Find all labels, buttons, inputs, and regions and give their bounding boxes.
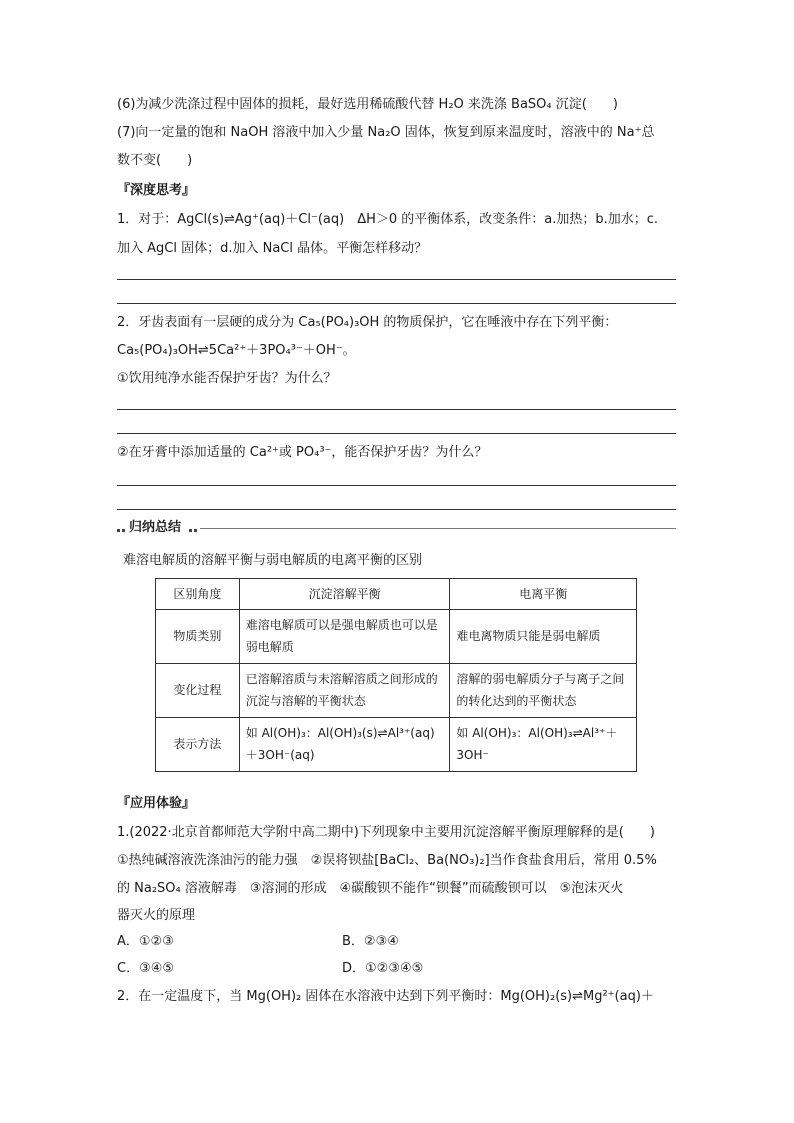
question-7-line2: 数不变( ): [117, 153, 193, 168]
deep-q1-line2: 加入 AgCl 固体；d.加入 NaCl 晶体。平衡怎样移动？: [117, 241, 428, 256]
deep-q1-line1: 1．对于：AgCl(s)⇌Ag⁺(aq)＋Cl⁻(aq) ΔH＞0 的平衡体系，改变条件：a.加热；b.加水；c.: [117, 212, 659, 227]
answer-line: [117, 509, 676, 510]
table-header: 区别角度: [156, 579, 240, 610]
app-q2-stem: 2．在一定温度下，当 Mg(OH)₂ 固体在水溶液中达到下列平衡时：Mg(OH)₂(s)⇌Mg²⁺(aq)＋: [117, 989, 654, 1004]
deep-q2-sub2: ②在牙膏中添加适量的 Ca²⁺或 PO₄³⁻，能否保护牙齿？为什么？: [117, 445, 488, 460]
deep-q2-sub1: ①饮用纯净水能否保护牙齿？为什么？: [117, 371, 337, 386]
app-q1-line4: 器灭火的原理: [117, 908, 196, 923]
table-cell: 已溶解溶质与未溶解溶质之间形成的沉淀与溶解的平衡状态: [239, 663, 450, 717]
summary-subtitle: 难溶电解质的溶解平衡与弱电解质的电离平衡的区别: [123, 553, 423, 568]
section-rule: [200, 528, 676, 529]
deep-q2-line2: Ca₅(PO₄)₃OH⇌5Ca²⁺＋3PO₄³⁻＋OH⁻。: [117, 343, 356, 358]
deep-q2-line1: 2．牙齿表面有一层硬的成分为 Ca₅(PO₄)₃OH 的物质保护，它在唾液中存在下列平衡：: [117, 315, 618, 330]
app-q1-line2: ①热纯碱溶液洗涤油污的能力强 ②误将钡盐[BaCl₂、Ba(NO₃)₂]当作食盐食用后，常用 0.5%: [117, 853, 657, 868]
table-cell: 难电离物质只能是弱电解质: [450, 609, 637, 663]
option-c: C．③④⑤: [117, 961, 175, 976]
answer-line: [117, 279, 676, 280]
app-q1-stem: 1.(2022·北京首都师范大学附中高二期中)下列现象中主要用沉淀溶解平衡原理解释的是( ): [117, 825, 655, 840]
table-row: [156, 717, 637, 771]
option-d: D．①②③④⑤: [342, 961, 424, 976]
answer-line: [117, 485, 676, 486]
answer-line: [117, 303, 676, 304]
section-decor-left: [117, 523, 127, 533]
table-cell: 物质类别: [156, 609, 240, 663]
table-cell: 变化过程: [156, 663, 240, 717]
table-cell: 表示方法: [156, 717, 240, 771]
answer-line: [117, 433, 676, 434]
table-cell: 溶解的弱电解质分子与离子之间的转化达到的平衡状态: [450, 663, 637, 717]
table-cell: 如 Al(OH)₃：Al(OH)₃(s)⇌Al³⁺(aq)＋3OH⁻(aq): [239, 717, 450, 771]
option-a: A．①②③: [117, 934, 174, 949]
question-6: (6)为减少洗涤过程中固体的损耗，最好选用稀硫酸代替 H₂O 来洗涤 BaSO₄ 沉淀( ): [117, 97, 618, 112]
answer-line: [117, 409, 676, 410]
table-row: [156, 663, 637, 717]
table-cell: 难溶电解质可以是强电解质也可以是弱电解质: [239, 609, 450, 663]
table-header-row: [156, 579, 637, 610]
table-header: 电离平衡: [450, 579, 637, 610]
question-7-line1: (7)向一定量的饱和 NaOH 溶液中加入少量 Na₂O 固体，恢复到原来温度时，溶液中的 Na⁺总: [117, 125, 655, 140]
table-row: [156, 609, 637, 663]
comparison-table: [155, 578, 637, 772]
app-q1-line3: 的 Na₂SO₄ 溶液解毒 ③溶洞的形成 ④碳酸钡不能作“钡餐”而硫酸钡可以 ⑤泡沫灭火: [117, 881, 624, 896]
application-heading: 『应用体验』: [117, 796, 196, 811]
table-cell: 如 Al(OH)₃：Al(OH)₃⇌Al³⁺＋3OH⁻: [450, 717, 637, 771]
section-decor-right: [189, 523, 199, 533]
table-header: 沉淀溶解平衡: [239, 579, 450, 610]
summary-heading: 归纳总结: [129, 520, 182, 535]
option-b: B．②③④: [342, 934, 399, 949]
deep-thinking-heading: 『深度思考』: [117, 183, 196, 198]
